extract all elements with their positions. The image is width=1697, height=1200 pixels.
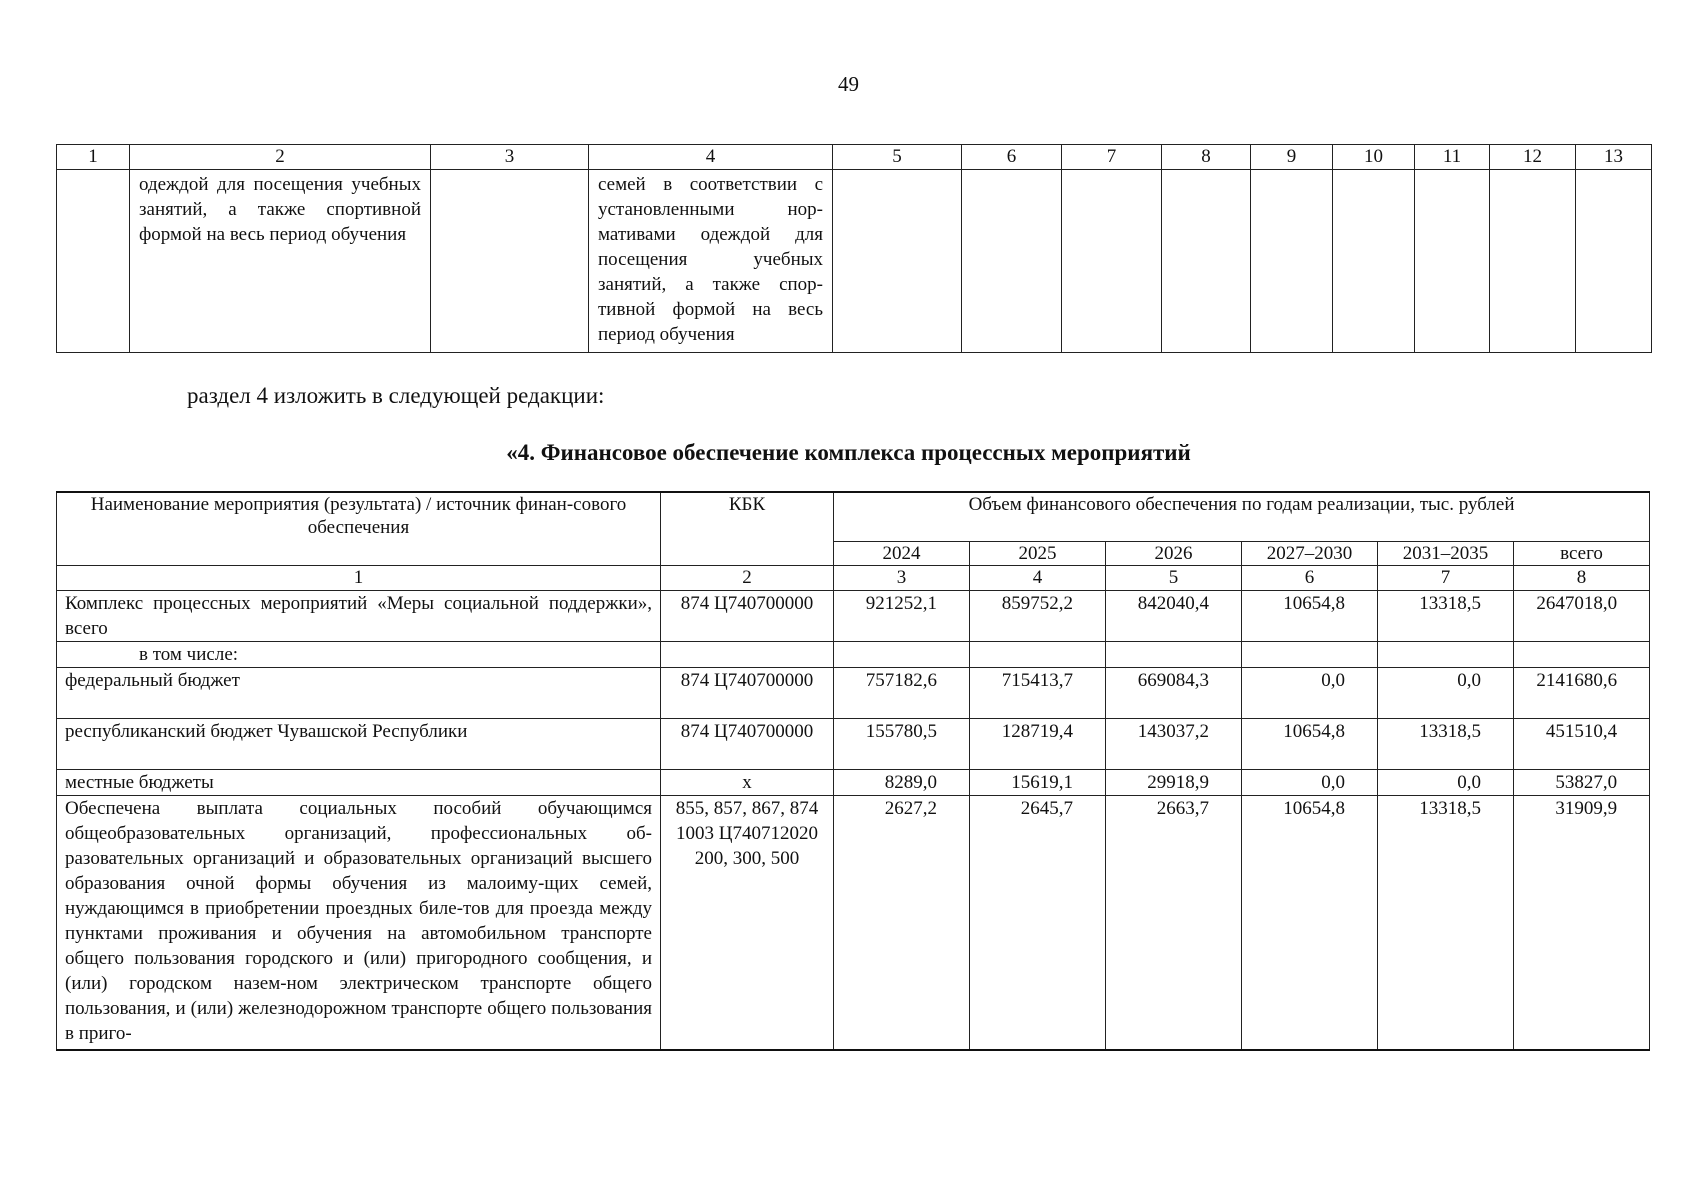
column-number: 4 — [589, 145, 833, 170]
row-value: 0,0 — [1378, 668, 1514, 719]
table-row — [57, 719, 1650, 770]
row-value: 859752,2 — [970, 591, 1106, 642]
page-number: 49 — [838, 72, 859, 96]
year-header: 2024 — [834, 542, 970, 566]
cell-text: одеждой для посещения учебных занятий, а также спортивной формой на весь период обучения — [130, 170, 431, 353]
row-kbk: 874 Ц740700000 — [661, 719, 834, 770]
row-value: 757182,6 — [834, 668, 970, 719]
column-number: 12 — [1490, 145, 1576, 170]
row-value: 842040,4 — [1106, 591, 1242, 642]
year-header: 2025 — [970, 542, 1106, 566]
column-number: 5 — [833, 145, 962, 170]
column-number-row — [57, 566, 1650, 591]
row-value: 155780,5 — [834, 719, 970, 770]
table-header-row — [57, 145, 1652, 170]
row-name: республиканский бюджет Чувашской Республики — [57, 719, 661, 770]
column-number: 7 — [1062, 145, 1162, 170]
header-name: Наименование мероприятия (результата) / источник финан-сового обеспечения — [57, 492, 661, 566]
row-name: Обеспечена выплата социальных пособий обучающимся общеобразовательных организаций, профессиональных об-разовательных организаций и образовательных организаций высшего образования очной формы обучения из малоиму-щих семей, нуждающимся в приобретении проездных биле-тов для проезда между пунктами проживания и обучения на автомобильном транспорте общего пользования городского и (или) пригородного сообщения, и (или) городском назем-ном электрическом транспорте общего пользования, и (или) железнодорожном транспорте общего пользования в приго- — [57, 796, 661, 1051]
row-value: 13318,5 — [1378, 796, 1514, 1051]
column-number: 13 — [1576, 145, 1652, 170]
row-value: 2627,2 — [834, 796, 970, 1051]
column-number: 2 — [130, 145, 431, 170]
row-value: 715413,7 — [970, 668, 1106, 719]
row-value: 31909,9 — [1514, 796, 1650, 1051]
column-number: 8 — [1514, 566, 1650, 591]
row-value: 921252,1 — [834, 591, 970, 642]
row-kbk: х — [661, 770, 834, 796]
column-number: 2 — [661, 566, 834, 591]
table-row — [57, 591, 1650, 642]
row-name: федеральный бюджет — [57, 668, 661, 719]
row-kbk: 855, 857, 867, 874 1003 Ц740712020 200, 300, 500 — [661, 796, 834, 1051]
row-value: 8289,0 — [834, 770, 970, 796]
row-kbk: 874 Ц740700000 — [661, 668, 834, 719]
row-value: 143037,2 — [1106, 719, 1242, 770]
continuation-table — [56, 144, 1652, 353]
year-header: 2026 — [1106, 542, 1242, 566]
row-name: Комплекс процессных мероприятий «Меры социальной поддержки», всего — [57, 591, 661, 642]
financial-table — [56, 491, 1650, 1051]
row-value: 0,0 — [1242, 770, 1378, 796]
header-volume: Объем финансового обеспечения по годам реализации, тыс. рублей — [834, 492, 1650, 542]
column-number: 10 — [1333, 145, 1415, 170]
row-value: 669084,3 — [1106, 668, 1242, 719]
column-number: 6 — [1242, 566, 1378, 591]
column-number: 7 — [1378, 566, 1514, 591]
column-number: 4 — [970, 566, 1106, 591]
row-value: 451510,4 — [1514, 719, 1650, 770]
row-value: 2663,7 — [1106, 796, 1242, 1051]
column-number: 9 — [1251, 145, 1333, 170]
row-value: 53827,0 — [1514, 770, 1650, 796]
row-value: 0,0 — [1378, 770, 1514, 796]
instruction-text: раздел 4 изложить в следующей редакции: — [187, 383, 605, 408]
column-number: 3 — [834, 566, 970, 591]
table-row — [57, 170, 1652, 353]
header-kbk: КБК — [661, 492, 834, 566]
column-number: 8 — [1162, 145, 1251, 170]
row-value: 2645,7 — [970, 796, 1106, 1051]
column-number: 5 — [1106, 566, 1242, 591]
row-value: 13318,5 — [1378, 591, 1514, 642]
row-value: 2141680,6 — [1514, 668, 1650, 719]
table-row — [57, 796, 1650, 1051]
row-kbk: 874 Ц740700000 — [661, 591, 834, 642]
section-title: «4. Финансовое обеспечение комплекса процессных мероприятий — [506, 440, 1191, 465]
table-row — [57, 642, 1650, 668]
column-number: 11 — [1415, 145, 1490, 170]
table-row — [57, 668, 1650, 719]
row-value: 10654,8 — [1242, 796, 1378, 1051]
cell-text: семей в соответствии с установленными нор-мативами одеждой для посещения учебных занятий, а также спор-тивной формой на весь период обучения — [589, 170, 833, 353]
row-name: местные бюджеты — [57, 770, 661, 796]
row-value: 10654,8 — [1242, 719, 1378, 770]
table-row — [57, 770, 1650, 796]
column-number: 3 — [431, 145, 589, 170]
column-number: 1 — [57, 566, 661, 591]
column-number: 6 — [962, 145, 1062, 170]
row-value: 15619,1 — [970, 770, 1106, 796]
table-header-row — [57, 492, 1650, 542]
column-number: 1 — [57, 145, 130, 170]
row-value: 128719,4 — [970, 719, 1106, 770]
row-value: 2647018,0 — [1514, 591, 1650, 642]
row-value: 0,0 — [1242, 668, 1378, 719]
year-header: 2027–2030 — [1242, 542, 1378, 566]
year-header: 2031–2035 — [1378, 542, 1514, 566]
row-value: 29918,9 — [1106, 770, 1242, 796]
row-value: 13318,5 — [1378, 719, 1514, 770]
row-value: 10654,8 — [1242, 591, 1378, 642]
row-name: в том числе: — [57, 642, 661, 668]
year-header: всего — [1514, 542, 1650, 566]
